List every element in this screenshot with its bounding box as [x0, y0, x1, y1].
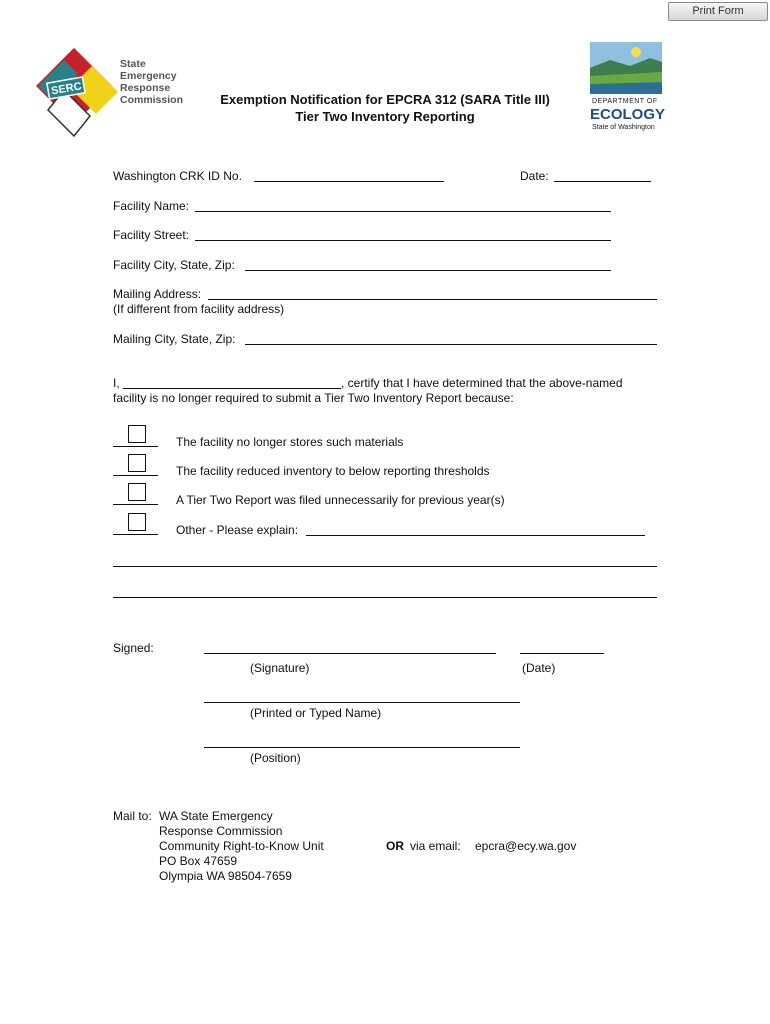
reason-check-line — [113, 504, 158, 505]
reason-check-line — [113, 446, 158, 447]
mail-address-line: WA State Emergency — [159, 809, 273, 823]
signature-date-field[interactable] — [520, 653, 604, 654]
ecology-name-text: ECOLOGY — [590, 106, 666, 123]
certifier-name-field[interactable] — [123, 388, 341, 389]
signature-field[interactable] — [204, 653, 496, 654]
mail-address-line: PO Box 47659 — [159, 854, 238, 868]
form-subtitle: Tier Two Inventory Reporting — [295, 109, 475, 124]
reason-check-line — [113, 534, 158, 535]
facility-name-label: Facility Name: — [113, 199, 190, 213]
crk-id-field[interactable] — [254, 181, 444, 182]
reason-checkbox-2[interactable] — [128, 454, 146, 472]
ecology-state-text: State of Washington — [592, 124, 655, 131]
other-explain-field[interactable] — [306, 535, 645, 536]
signature-caption: (Signature) — [250, 661, 310, 675]
reason-label-4: Other - Please explain: — [176, 523, 299, 537]
printed-name-field[interactable] — [204, 702, 520, 703]
reason-checkbox-4[interactable] — [128, 513, 146, 531]
facility-city-field[interactable] — [245, 270, 611, 271]
mail-address — [159, 809, 324, 884]
reason-label-3: A Tier Two Report was filed unnecessarily for previous year(s) — [176, 493, 505, 507]
serc-name-line: Emergency — [120, 70, 177, 82]
crk-id-label: Washington CRK ID No. — [113, 169, 242, 183]
mailing-address-note: (If different from facility address) — [113, 302, 285, 316]
serc-name-line: State — [120, 58, 146, 70]
reason-label-2: The facility reduced inventory to below reporting thresholds — [176, 464, 490, 478]
date-caption: (Date) — [522, 661, 556, 675]
printed-name-caption: (Printed or Typed Name) — [250, 706, 382, 720]
date-field[interactable] — [554, 181, 651, 182]
position-caption: (Position) — [250, 751, 301, 765]
mail-to-label: Mail to: — [113, 809, 152, 823]
facility-name-field[interactable] — [195, 211, 611, 212]
explain-line-2[interactable] — [113, 566, 657, 567]
reason-label-1: The facility no longer stores such materials — [176, 435, 404, 449]
print-form-button[interactable]: Print Form — [668, 2, 768, 21]
mail-address-line: Response Commission — [159, 824, 283, 838]
reason-checkbox-1[interactable] — [128, 425, 146, 443]
via-email-label: via email: — [410, 839, 461, 853]
mailing-city-field[interactable] — [245, 344, 657, 345]
email-address[interactable]: epcra@ecy.wa.gov — [475, 839, 577, 853]
mail-address-line: Olympia WA 98504-7659 — [159, 869, 292, 883]
explain-line-3[interactable] — [113, 597, 657, 598]
mailing-address-label: Mailing Address: — [113, 287, 202, 301]
certify-prefix: I, — [113, 376, 120, 390]
certify-statement: , certify that I have determined that the above-named — [341, 376, 623, 390]
serc-name-line: Response — [120, 82, 171, 94]
reason-checkbox-3[interactable] — [128, 483, 146, 501]
position-field[interactable] — [204, 747, 520, 748]
mailing-city-label: Mailing City, State, Zip: — [113, 332, 236, 346]
facility-city-label: Facility City, State, Zip: — [113, 258, 235, 272]
form-title: Exemption Notification for EPCRA 312 (SARA Title III) — [220, 92, 550, 107]
mail-address-line: Community Right-to-Know Unit — [159, 839, 324, 853]
serc-badge-text: SERC — [50, 80, 83, 98]
facility-street-field[interactable] — [195, 240, 611, 241]
mailing-address-field[interactable] — [208, 299, 657, 300]
ecology-landscape-graphic — [590, 42, 662, 94]
date-label: Date: — [520, 169, 549, 183]
serc-name-line: Commission — [120, 94, 184, 106]
signed-label: Signed: — [113, 641, 154, 655]
or-label: OR — [386, 839, 404, 853]
certify-statement-2: facility is no longer required to submit a Tier Two Inventory Report because: — [113, 391, 514, 405]
ecology-dept-text: DEPARTMENT OF — [592, 98, 658, 105]
facility-street-label: Facility Street: — [113, 228, 190, 242]
reason-check-line — [113, 475, 158, 476]
